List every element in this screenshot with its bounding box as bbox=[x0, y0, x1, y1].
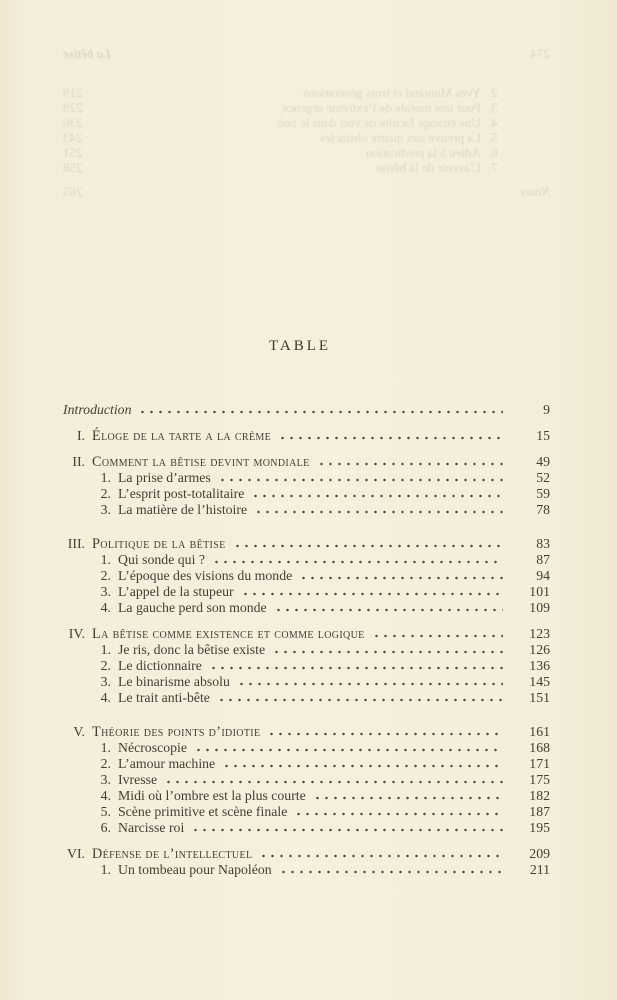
toc-entry bbox=[63, 862, 550, 878]
toc-entry bbox=[63, 846, 550, 862]
spacer bbox=[101, 115, 276, 130]
spacer bbox=[101, 184, 520, 199]
entry-number: 4. bbox=[100, 690, 111, 706]
entry-page-number: 151 bbox=[529, 690, 550, 706]
leader-dots bbox=[277, 870, 503, 874]
entry-page-number: 175 bbox=[529, 771, 550, 787]
entry-number: 3. bbox=[100, 583, 111, 599]
entry-page-number: 15 bbox=[536, 428, 550, 444]
entry-number: IV. bbox=[68, 626, 85, 642]
entry-number: 2. bbox=[100, 658, 111, 674]
entry-number: I. bbox=[76, 428, 85, 444]
leader-dots bbox=[311, 796, 503, 800]
entry-page-number: 265 bbox=[63, 184, 83, 199]
entry-label: L’époque des visions du monde bbox=[118, 567, 293, 583]
entry-label: Le binarisme absolu bbox=[118, 674, 230, 690]
bleedthrough-entry bbox=[63, 115, 550, 130]
leader-dots bbox=[370, 634, 503, 638]
toc-entry bbox=[63, 756, 550, 772]
entry-number: 1. bbox=[100, 470, 111, 486]
entry-page-number: 209 bbox=[529, 846, 550, 862]
entry-number: 3. bbox=[100, 771, 111, 787]
toc-entry bbox=[63, 568, 550, 584]
entry-number: V. bbox=[73, 723, 85, 739]
entry-label: Comment la bêtise devint mondiale bbox=[92, 454, 310, 471]
spacer bbox=[101, 160, 376, 175]
entry-number: III. bbox=[67, 535, 85, 551]
entry-label: Je ris, donc la bêtise existe bbox=[118, 642, 266, 658]
entry-number: II. bbox=[72, 454, 85, 470]
entry-label: Narcisse roi bbox=[118, 820, 185, 836]
leader-dots bbox=[189, 828, 503, 832]
leader-dots bbox=[292, 812, 503, 816]
entry-page-number: 49 bbox=[536, 454, 550, 470]
entry-page-number: 87 bbox=[536, 551, 550, 567]
entry-number: 3. bbox=[100, 674, 111, 690]
entry-number: 5. bbox=[488, 130, 498, 145]
entry-number: 2. bbox=[100, 755, 111, 771]
leader-dots bbox=[252, 510, 503, 514]
leader-dots bbox=[276, 436, 503, 440]
entry-label: La preuve aux quatre obstacles bbox=[320, 130, 481, 145]
entry-number: 2. bbox=[100, 486, 111, 502]
entry-label: Adieu à la prédication bbox=[365, 145, 481, 160]
entry-number: 1. bbox=[100, 642, 111, 658]
entry-label: Introduction bbox=[63, 402, 132, 417]
toc-entry bbox=[63, 772, 550, 788]
toc-entry bbox=[63, 642, 550, 658]
toc-entry bbox=[63, 536, 550, 552]
entry-number: 3. bbox=[488, 100, 498, 115]
entry-number: 4. bbox=[488, 115, 498, 130]
entry-page-number: 258 bbox=[63, 160, 83, 175]
entry-number: 1. bbox=[100, 739, 111, 755]
toc-entry bbox=[63, 804, 550, 820]
entry-page-number: 145 bbox=[529, 674, 550, 690]
entry-page-number: 161 bbox=[529, 723, 550, 739]
entry-label: L’esprit post-totalitaire bbox=[118, 486, 245, 502]
entry-page-number: 211 bbox=[529, 862, 550, 878]
entry-page-number: 228 bbox=[63, 100, 83, 115]
entry-number: 1. bbox=[100, 862, 111, 878]
entry-page-number: 123 bbox=[529, 626, 550, 642]
page-title: TABLE bbox=[268, 338, 332, 354]
entry-label: Le trait anti-bête bbox=[118, 690, 210, 706]
entry-label: Théorie des points d’idiotie bbox=[92, 723, 261, 740]
toc-entry bbox=[63, 626, 550, 642]
leader-dots bbox=[265, 732, 503, 736]
toc-entry bbox=[63, 402, 550, 418]
leader-dots bbox=[216, 478, 503, 482]
entry-page-number: 78 bbox=[536, 502, 550, 518]
toc-entry bbox=[63, 486, 550, 502]
spacer bbox=[101, 100, 282, 115]
entry-label: La prise d’armes bbox=[118, 470, 211, 486]
toc-entry bbox=[63, 454, 550, 470]
table-of-contents bbox=[63, 402, 550, 878]
entry-page-number: 83 bbox=[536, 535, 550, 551]
entry-label: Le dictionnaire bbox=[118, 658, 202, 674]
toc-entry bbox=[63, 788, 550, 804]
entry-page-number: 126 bbox=[529, 642, 550, 658]
entry-number: 6. bbox=[100, 820, 111, 836]
bleedthrough-header bbox=[63, 46, 550, 61]
leader-dots bbox=[270, 650, 503, 654]
entry-label: Yves Montand et trois générations bbox=[303, 85, 481, 100]
leader-dots bbox=[239, 592, 503, 596]
entry-page-number: 59 bbox=[536, 486, 550, 502]
bleedthrough-notes-entry bbox=[63, 184, 550, 199]
entry-number: 3. bbox=[100, 502, 111, 518]
entry-label: Scène primitive et scène finale bbox=[118, 803, 288, 819]
entry-label: Ivresse bbox=[118, 771, 158, 787]
entry-page-number: 219 bbox=[63, 85, 83, 100]
entry-page-number: 101 bbox=[529, 583, 550, 599]
leader-dots bbox=[162, 780, 503, 784]
leader-dots bbox=[215, 698, 503, 702]
toc-entry bbox=[63, 724, 550, 740]
entry-page-number: 236 bbox=[63, 115, 83, 130]
entry-label: Un tombeau pour Napoléon bbox=[118, 862, 272, 878]
toc-entry bbox=[63, 820, 550, 836]
leader-dots bbox=[235, 682, 503, 686]
leader-dots bbox=[136, 410, 503, 414]
spacer bbox=[101, 130, 320, 145]
entry-number: 4. bbox=[100, 599, 111, 615]
toc-entry bbox=[63, 552, 550, 568]
entry-label: Éloge de la tarte a la crème bbox=[92, 428, 272, 445]
entry-page-number: 9 bbox=[543, 402, 550, 417]
leader-dots bbox=[231, 544, 503, 548]
entry-label: Pour une morale de l’extrême urgence bbox=[282, 100, 481, 115]
entry-page-number: 52 bbox=[536, 470, 550, 486]
entry-label: Midi où l’ombre est la plus courte bbox=[118, 787, 306, 803]
entry-label: La bêtise comme existence et comme logique bbox=[92, 626, 365, 643]
entry-number: 5. bbox=[100, 803, 111, 819]
leader-dots bbox=[192, 748, 503, 752]
bleedthrough-entry bbox=[63, 145, 550, 160]
bleedthrough-entry bbox=[63, 85, 550, 100]
entry-page-number: 94 bbox=[536, 567, 550, 583]
entry-label: L’appel de la stupeur bbox=[118, 583, 234, 599]
leader-dots bbox=[272, 608, 503, 612]
bleedthrough-folio: 274 bbox=[530, 46, 550, 61]
verso-bleedthrough-text bbox=[63, 46, 550, 199]
entry-page-number: 251 bbox=[63, 145, 83, 160]
entry-number: VI. bbox=[66, 846, 85, 862]
entry-page-number: 109 bbox=[529, 599, 550, 615]
entry-label: La gauche perd son monde bbox=[118, 599, 267, 615]
bleedthrough-running-head: La bêtise bbox=[63, 46, 112, 61]
toc-entry bbox=[63, 584, 550, 600]
toc-entry bbox=[63, 690, 550, 706]
entry-number: 7. bbox=[488, 160, 498, 175]
spacer bbox=[101, 145, 366, 160]
entry-page-number: 171 bbox=[529, 755, 550, 771]
entry-number: 2. bbox=[488, 85, 498, 100]
entry-page-number: 182 bbox=[529, 787, 550, 803]
toc-entry bbox=[63, 674, 550, 690]
entry-number: 2. bbox=[100, 567, 111, 583]
toc-entry bbox=[63, 658, 550, 674]
bleedthrough-entry bbox=[63, 130, 550, 145]
entry-label: Nécroscopie bbox=[118, 739, 187, 755]
entry-number: 4. bbox=[100, 787, 111, 803]
bleedthrough-entry bbox=[63, 160, 550, 175]
entry-page-number: 195 bbox=[529, 820, 550, 836]
toc-entry bbox=[63, 428, 550, 444]
entry-label: Qui sonde qui ? bbox=[118, 551, 205, 567]
leader-dots bbox=[220, 764, 503, 768]
leader-dots bbox=[210, 560, 503, 564]
leader-dots bbox=[257, 854, 503, 858]
entry-number: 6. bbox=[488, 145, 498, 160]
entry-label: Une étrange faculté de voir dans le noir bbox=[275, 115, 481, 130]
entry-page-number: 168 bbox=[529, 739, 550, 755]
entry-page-number: 187 bbox=[529, 803, 550, 819]
entry-label: L’avenir de la bêtise bbox=[375, 160, 481, 175]
toc-entry bbox=[63, 600, 550, 616]
entry-label: Notes bbox=[520, 184, 550, 199]
entry-label: Politique de la bêtise bbox=[92, 535, 226, 552]
bleedthrough-entry bbox=[63, 100, 550, 115]
entry-page-number: 243 bbox=[63, 130, 83, 145]
leader-dots bbox=[207, 666, 503, 670]
toc-entry bbox=[63, 470, 550, 486]
toc-entry bbox=[63, 502, 550, 518]
entry-page-number: 136 bbox=[529, 658, 550, 674]
entry-number: 1. bbox=[100, 551, 111, 567]
entry-label: La matière de l’histoire bbox=[118, 502, 248, 518]
entry-label: Défense de l’intellectuel bbox=[92, 846, 253, 863]
leader-dots bbox=[315, 462, 503, 466]
entry-label: L’amour machine bbox=[118, 755, 216, 771]
leader-dots bbox=[249, 494, 503, 498]
leader-dots bbox=[297, 576, 503, 580]
spacer bbox=[101, 85, 303, 100]
toc-entry bbox=[63, 740, 550, 756]
